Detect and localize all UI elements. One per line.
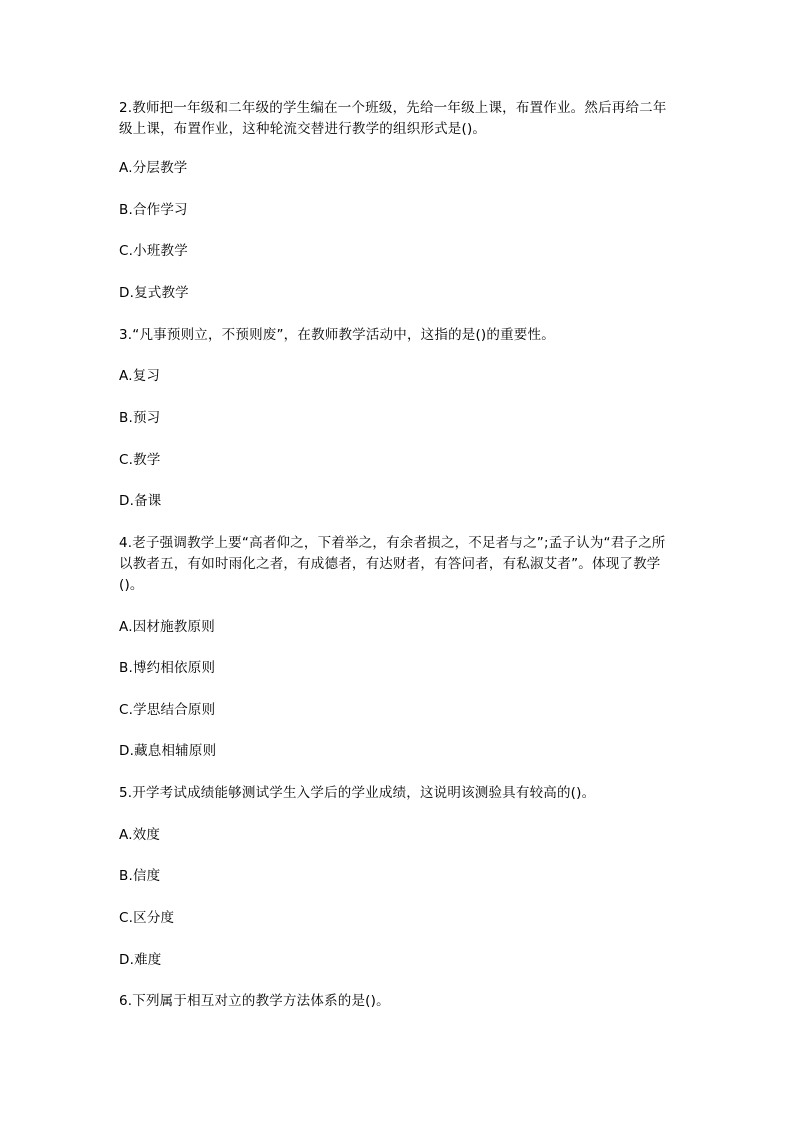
question-2-option-b: B.合作学习 <box>119 202 188 218</box>
question-3-option-c: C.教学 <box>119 452 161 468</box>
question-4-option-c: C.学思结合原则 <box>119 702 216 718</box>
question-2-option-d: D.复式教学 <box>119 285 189 301</box>
question-3-option-a: A.复习 <box>119 368 161 384</box>
question-5-option-b: B.信度 <box>119 868 161 884</box>
question-4-option-b: B.博约相依原则 <box>119 660 216 676</box>
question-2-stem: 2.教师把一年级和二年级的学生编在一个班级，先给一年级上课，布置作业。然后再给二年级上课，布置作业，这种轮流交替进行教学的组织形式是()。 <box>119 100 667 137</box>
question-5-option-c: C.区分度 <box>119 910 175 926</box>
question-4-option-a: A.因材施教原则 <box>119 619 215 635</box>
question-3-option-d: D.备课 <box>119 493 162 509</box>
question-5-option-a: A.效度 <box>119 827 161 843</box>
question-2-option-c: C.小班教学 <box>119 243 188 259</box>
question-5-stem: 5.开学考试成绩能够测试学生入学后的学业成绩，这说明该测验具有较高的()。 <box>119 785 596 801</box>
question-5-option-d: D.难度 <box>119 952 162 968</box>
question-6-stem: 6.下列属于相互对立的教学方法体系的是()。 <box>119 993 390 1009</box>
question-4-stem: 4.老子强调教学上要“高者仰之，下着举之，有余者损之，不足者与之”;孟子认为“君子之所以教者五，有如时雨化之者，有成德者，有达财者，有答问者，有私淑艾者”。体现了教学()。 <box>119 535 666 593</box>
question-3-option-b: B.预习 <box>119 410 161 426</box>
question-3-stem: 3.“凡事预则立，不预则废”，在教师教学活动中，这指的是()的重要性。 <box>119 327 555 343</box>
question-4-option-d: D.藏息相辅原则 <box>119 743 217 759</box>
question-2-option-a: A.分层教学 <box>119 160 188 176</box>
